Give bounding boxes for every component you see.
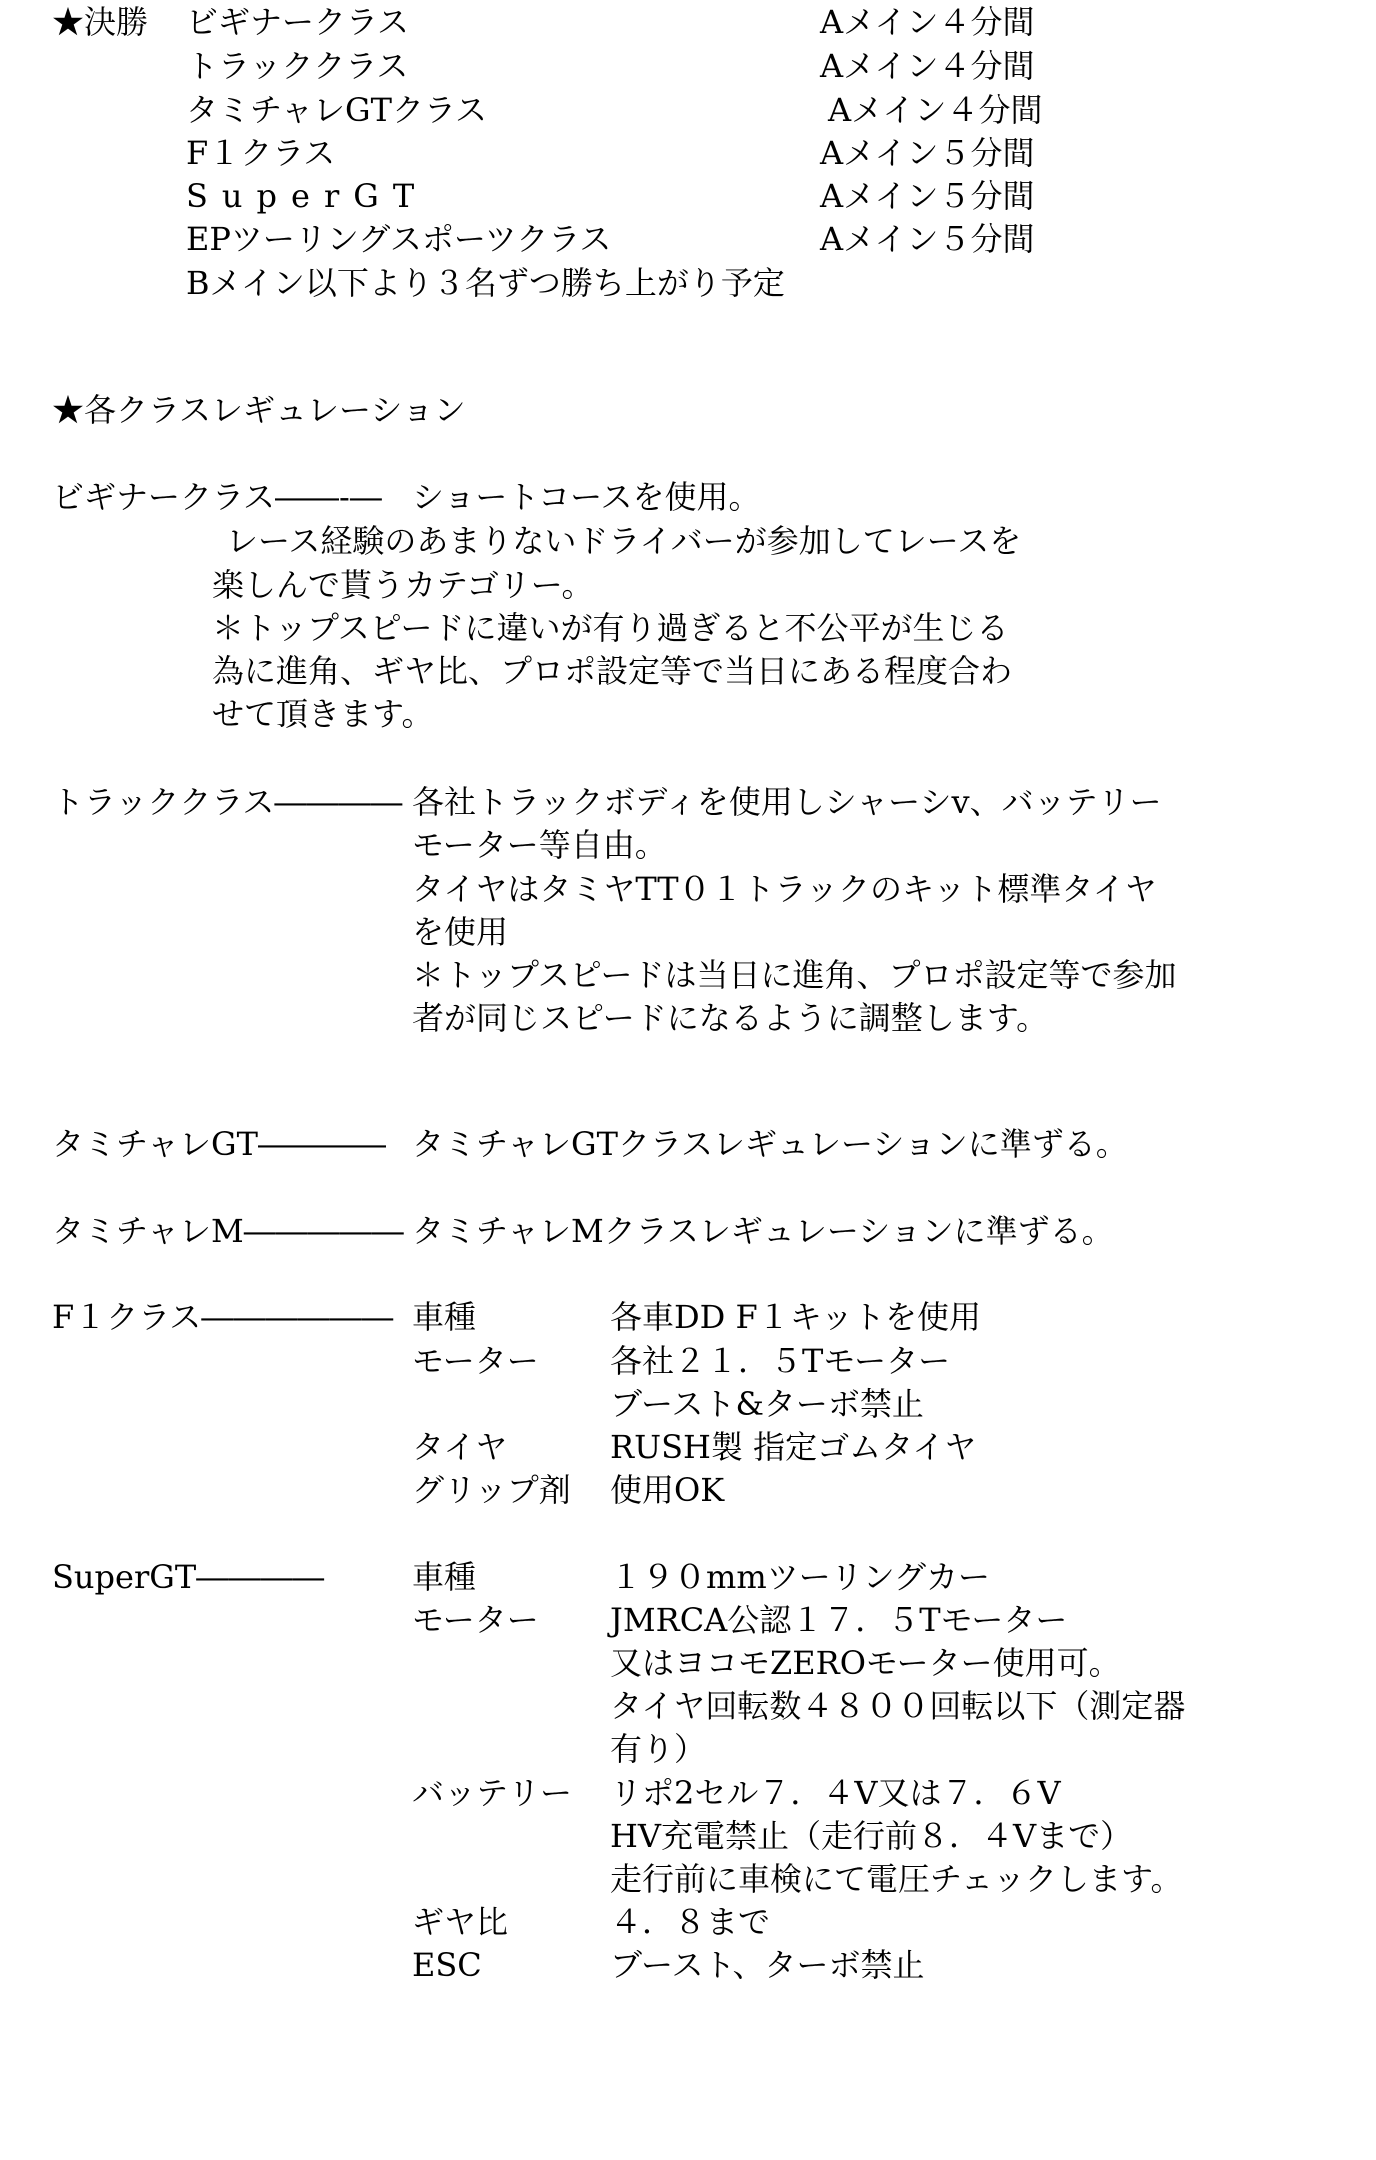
final-class-race: Aメイン５分間: [820, 220, 1035, 258]
f1-key: タイヤ: [412, 1428, 508, 1466]
final-class-race: Aメイン４分間: [828, 91, 1043, 129]
supergt-value: ブースト、ターボ禁止: [610, 1946, 925, 1984]
supergt-value: 有り）: [610, 1730, 707, 1768]
supergt-value: JMRCA公認１７．５Tモーター: [610, 1601, 1068, 1639]
supergt-key: バッテリー: [412, 1774, 573, 1812]
supergt-value: 走行前に車検にて電圧チェックします。: [610, 1860, 1183, 1898]
truck-line: 各社トラックボディを使用しシャーシv、バッテリー: [412, 783, 1162, 821]
tamichare-gt-text: タミチャレGTクラスレギュレーションに準ずる。: [412, 1125, 1128, 1163]
beginner-line: ショートコースを使用。: [412, 478, 761, 516]
regulation-heading: ★各クラスレギュレーション: [52, 391, 466, 429]
beginner-label: ビギナークラス――-―: [52, 478, 382, 516]
final-class-name: タミチャレGTクラス: [186, 91, 487, 129]
beginner-line: 為に進角、ギヤ比、プロポ設定等で当日にある程度合わ: [212, 652, 1013, 690]
final-class-race: Aメイン５分間: [820, 177, 1035, 215]
f1-key: モーター: [412, 1342, 539, 1380]
truck-line: を使用: [412, 913, 509, 951]
tamichare-m-text: タミチャレMクラスレギュレーションに準ずる。: [412, 1212, 1114, 1250]
truck-label: トラッククラス――――: [52, 783, 403, 821]
supergt-key: ESC: [412, 1946, 482, 1984]
supergt-key: ギヤ比: [412, 1903, 509, 1941]
f1-key: グリップ剤: [412, 1471, 571, 1509]
supergt-value: HV充電禁止（走行前８．４Vまで）: [610, 1817, 1133, 1855]
beginner-line: ＊トップスピードに違いが有り過ぎると不公平が生じる: [212, 609, 1009, 647]
truck-line: 者が同じスピードになるように調整します。: [412, 999, 1049, 1037]
f1-label: F１クラス――――――: [52, 1298, 394, 1336]
tamichare-gt-label: タミチャレGT――――: [52, 1125, 386, 1163]
beginner-line: せて頂きます。: [212, 695, 434, 733]
supergt-key: モーター: [412, 1601, 539, 1639]
beginner-line: レース経験のあまりないドライバーが参加してレースを: [226, 522, 1022, 560]
truck-line: タイヤはタミヤTT０１トラックのキット標準タイヤ: [412, 870, 1157, 908]
final-class-race: Aメイン４分間: [820, 47, 1035, 85]
final-class-name: EPツーリングスポーツクラス: [186, 220, 612, 258]
f1-value: 使用OK: [610, 1471, 725, 1509]
supergt-key: 車種: [412, 1558, 477, 1596]
final-class-name: ビギナークラス: [186, 3, 410, 41]
final-class-race: Aメイン４分間: [820, 3, 1035, 41]
f1-value: ブースト&ターボ禁止: [610, 1385, 924, 1423]
final-class-name: F１クラス: [186, 134, 336, 172]
tamichare-m-label: タミチャレM―――――: [52, 1212, 404, 1250]
supergt-value: タイヤ回転数４８００回転以下（測定器: [610, 1687, 1186, 1725]
f1-value: 各車DD F１キットを使用: [610, 1298, 982, 1336]
f1-value: RUSH製 指定ゴムタイヤ: [610, 1428, 977, 1466]
final-class-name: SuperGT: [186, 177, 429, 215]
supergt-value: 又はヨコモZEROモーター使用可。: [610, 1644, 1121, 1682]
f1-key: 車種: [412, 1298, 477, 1336]
supergt-label: SuperGT――――: [52, 1558, 325, 1596]
supergt-value: １９０mmツーリングカー: [610, 1558, 991, 1596]
supergt-value: ４．８まで: [610, 1903, 771, 1941]
beginner-line: 楽しんで貰うカテゴリー。: [212, 566, 594, 604]
truck-line: モーター等自由。: [412, 826, 667, 864]
final-heading: ★決勝: [52, 3, 149, 41]
f1-value: 各社２１．５Tモーター: [610, 1342, 951, 1380]
final-class-name: トラッククラス: [186, 47, 409, 85]
final-class-race: Aメイン５分間: [820, 134, 1035, 172]
truck-line: ＊トップスピードは当日に進角、プロポ設定等で参加: [412, 956, 1177, 994]
supergt-value: リポ2セル７．４V又は７．６V: [610, 1774, 1061, 1812]
final-note: Bメイン以下より３名ずつ勝ち上がり予定: [186, 264, 785, 302]
